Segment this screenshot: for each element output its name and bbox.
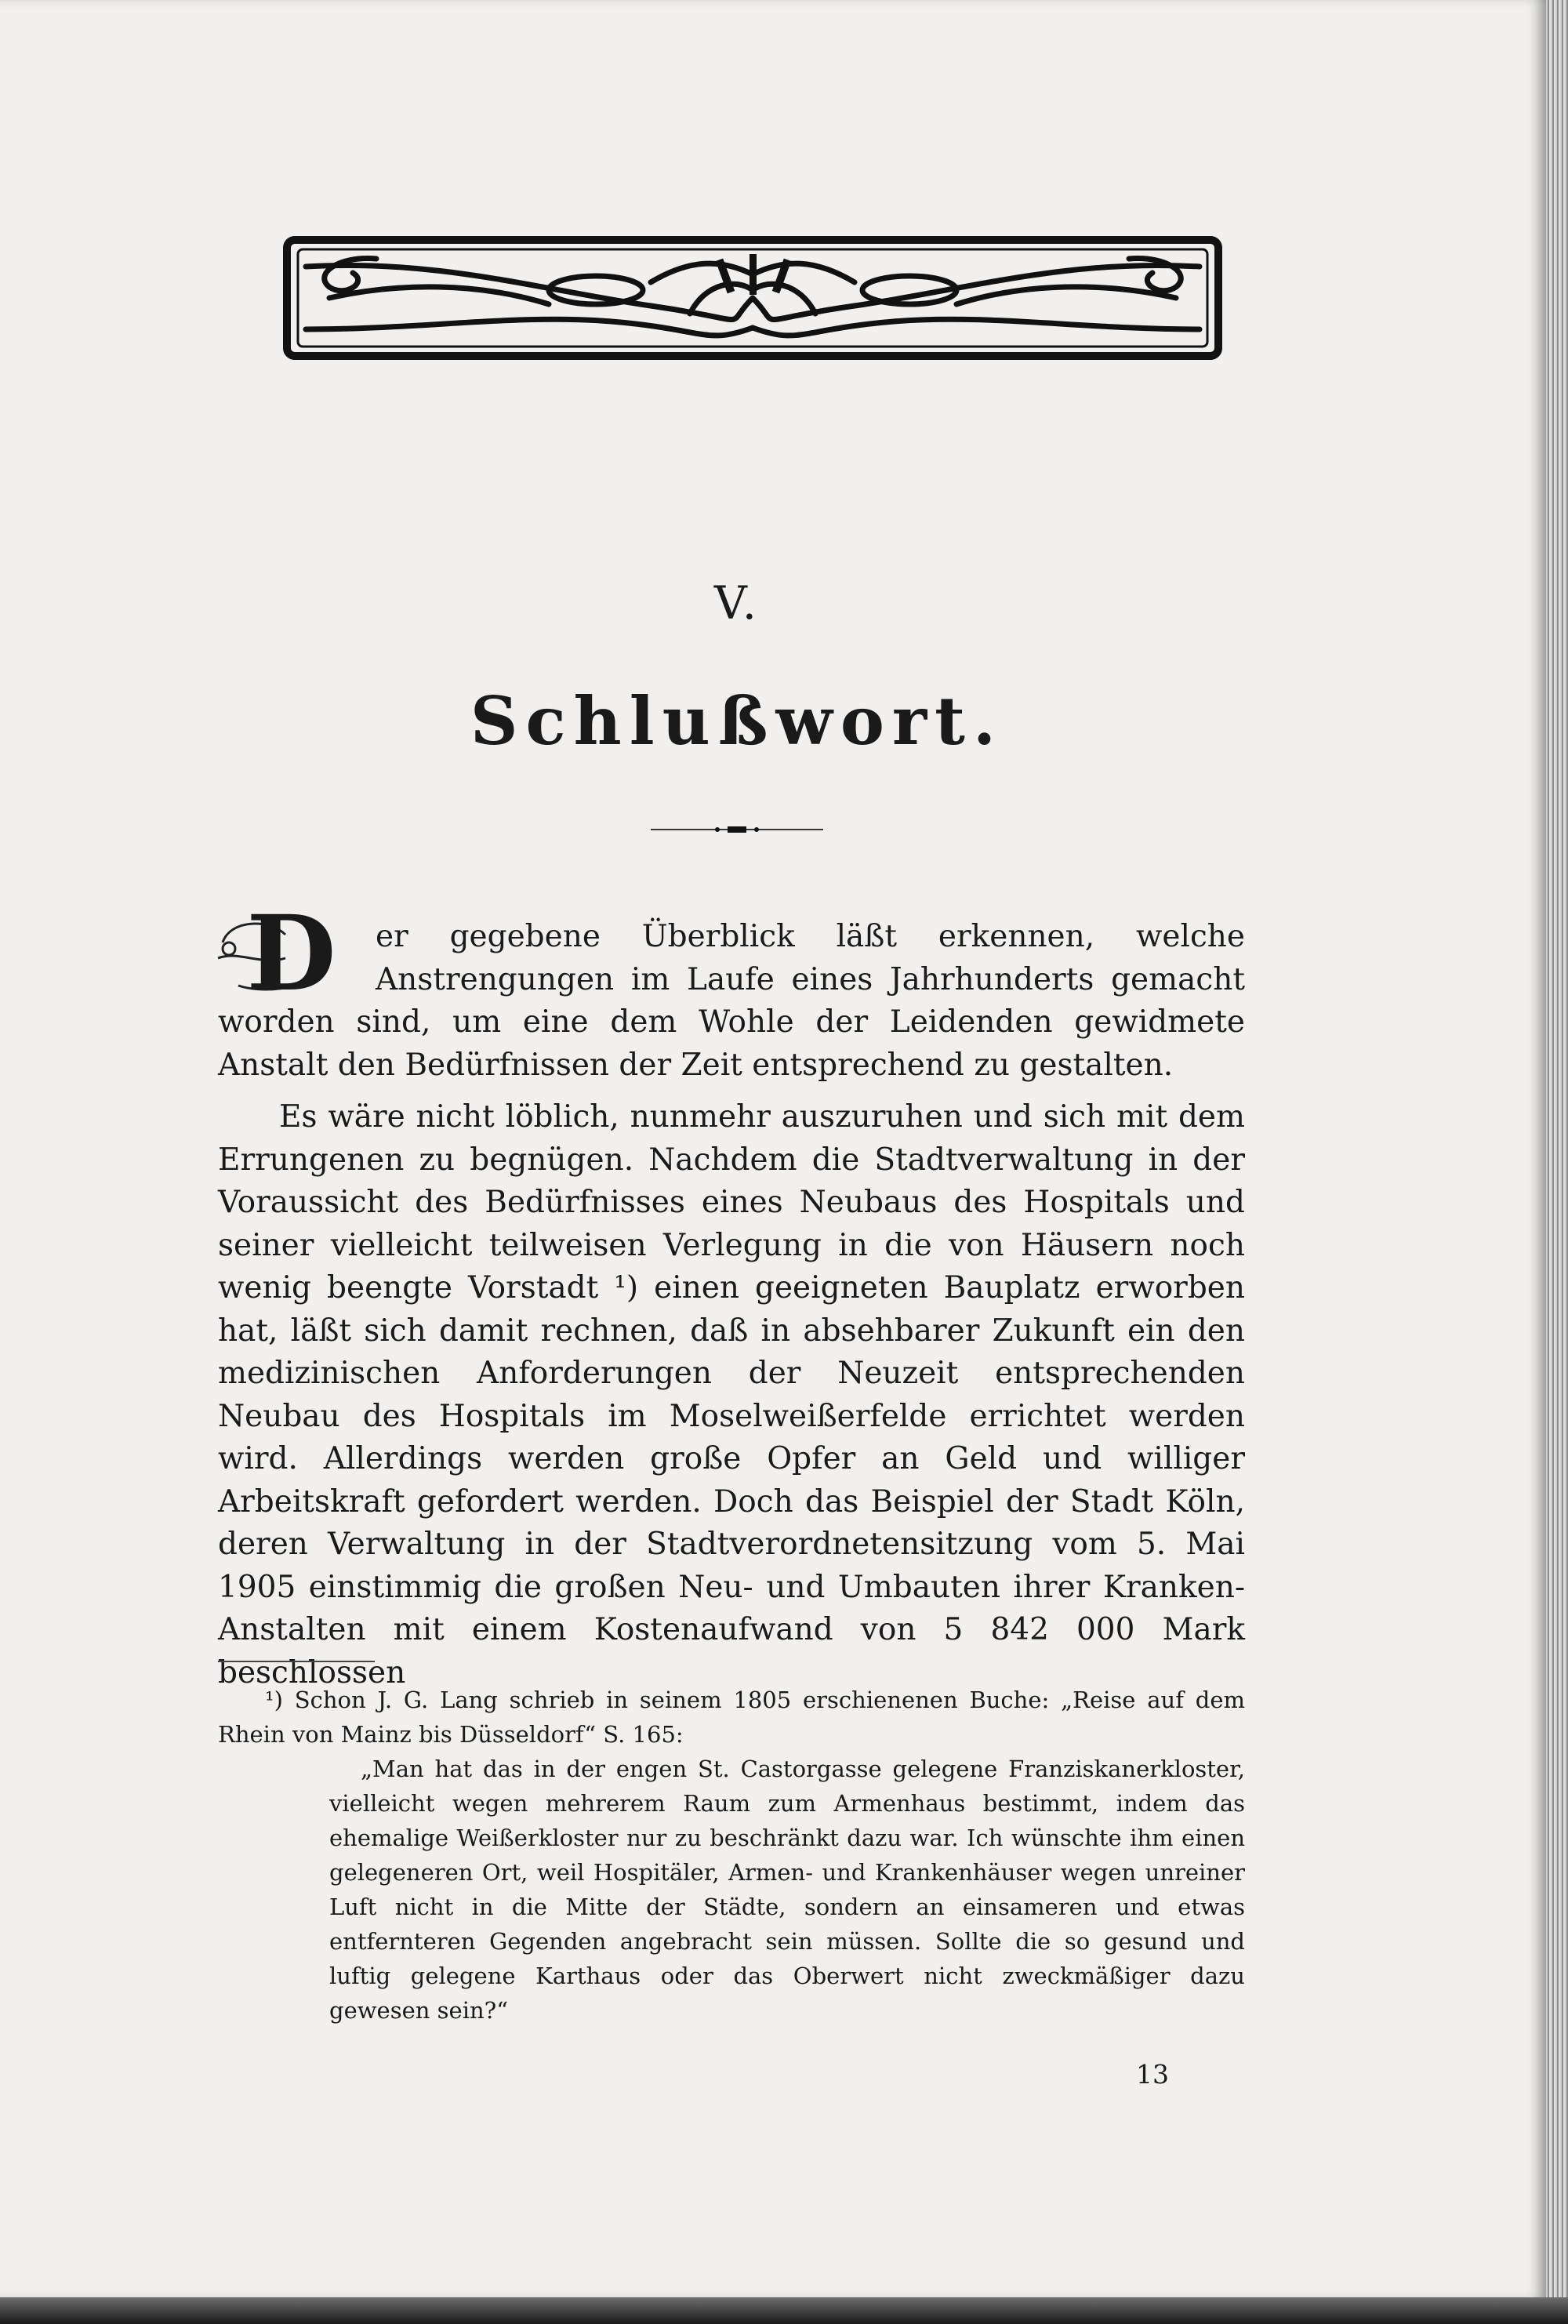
paragraph-2: Es wäre nicht löblich, nunmehr auszuruhen und sich mit dem Errungenen zu begnügen. Nachdem die Stadtverwaltung in der Voraussicht des Bedürfnisses eines Neubaus des Hospitals und seiner vielleicht teilweisen Verlegung in die von Häusern noch wenig beengte Vorstadt ¹) einen geeigneten Bauplatz erworben hat, läßt sich damit rechnen, daß in absehbarer Zukunft ein den medizinischen Anforderungen der Neuzeit entsprechenden Neubau des Hospitals im Moselweißerfelde errichtet werden wird. Allerdings werden große Opfer an Geld und williger Arbeitskraft gefordert werden. Doch das Beispiel der Stadt Köln, deren Verwaltung in der Stadtverordnetensitzung vom 5. Mai 1905 einstimmig die großen Neu- und Umbauten ihrer Kranken-Anstalten mit einem Kostenaufwand von 5 842 000 Mark beschlossen: [218, 1099, 1245, 1690]
page-number: 13: [1136, 2059, 1169, 2090]
chapter-title: Schlußwort.: [470, 682, 1004, 760]
footnote-main: ¹) Schon J. G. Lang schrieb in seinem 1805 erschienenen Buche: „Reise auf dem Rhein von Mainz bis Düsseldorf“ S. 165:: [218, 1687, 1245, 1748]
scan-bottom-edge: [0, 2297, 1568, 2324]
page-stack-edge: [1546, 0, 1568, 2324]
footnote: [218, 1683, 1245, 2028]
art-nouveau-header-ornament: [282, 235, 1223, 361]
paragraph-1: [218, 893, 1245, 1087]
chapter-number: V.: [713, 576, 760, 630]
footnote-rule: [218, 1661, 375, 1662]
body-text: [218, 893, 1245, 1694]
section-divider: [651, 822, 823, 837]
drop-cap-initial: D: [215, 911, 368, 997]
footnote-quote: „Man hat das in der engen St. Castorgasse gelegene Franziskanerkloster, vielleicht wegen mehrerem Raum zum Armenhaus bestimmt, indem das ehemalige Weißerkloster nur zu beschränkt dazu war. Ich wünschte ihm einen gelegeneren Ort, weil Hospitäler, Armen- und Krankenhäuser wegen unreiner Luft nicht in die Mitte der Städte, sondern an einsameren und etwas entfernteren Gegenden angebracht sein müssen. Sollte die so gesund und luftig gelegene Karthaus oder das Oberwert nicht zweckmäßiger dazu gewesen sein?“: [329, 1756, 1245, 2024]
paragraph-1-text: er gegebene Überblick läßt erkennen, welche Anstrengungen im Laufe eines Jahrhunderts gemacht worden sind, um eine dem Wohle der Leidenden gewidmete Anstalt den Bedürfnissen der Zeit entsprechend zu gestalten.: [218, 919, 1245, 1083]
